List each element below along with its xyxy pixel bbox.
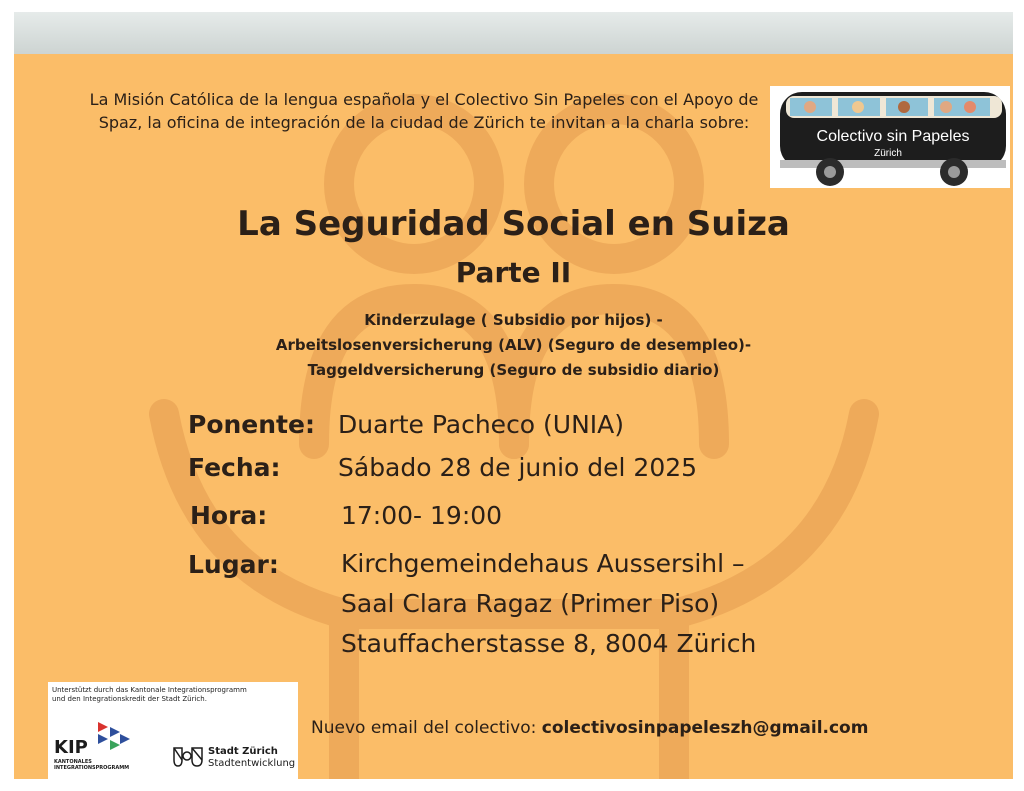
bus-city: Zürich — [874, 148, 902, 159]
topics-list — [14, 308, 1013, 383]
ponente-value: Duarte Pacheco (UNIA) — [338, 410, 625, 439]
lugar-line: Kirchgemeindehaus Aussersihl – — [341, 549, 745, 578]
email-line — [311, 718, 868, 738]
topic-item: Arbeitslosenversicherung (ALV) (Seguro de desempleo)- — [275, 336, 752, 354]
event-subtitle: Parte II — [455, 256, 572, 289]
ponente-label: Ponente: — [188, 410, 315, 439]
lugar-line: Saal Clara Ragaz (Primer Piso) — [341, 589, 720, 618]
intro-text: La Misión Católica de la lengua española y el Colectivo Sin Papeles con el Apoyo de Spaz, la oficina de integración de la ciudad de Zürich te invitan a la charla sobre: — [89, 90, 759, 132]
email-address[interactable]: colectivosinpapeleszh@gmail.com — [541, 718, 869, 738]
topic-item: Kinderzulage ( Subsidio por hijos) - — [364, 311, 663, 329]
lugar-label: Lugar: — [188, 550, 279, 579]
kip-subtitle: KANTONALES INTEGRATIONSPROGRAMM — [54, 759, 130, 771]
bus-icon — [770, 86, 1010, 188]
hora-value: 17:00- 19:00 — [341, 501, 503, 530]
fecha-value: Sábado 28 de junio del 2025 — [338, 453, 698, 482]
hora-label: Hora: — [190, 501, 268, 530]
email-label: Nuevo email del colectivo: — [311, 718, 537, 738]
stadt-zurich-dept: Stadtentwicklung — [208, 758, 296, 769]
zurich-coat-of-arms-icon — [172, 746, 204, 768]
header-band — [14, 12, 1013, 54]
event-title: La Seguridad Social en Suiza — [237, 204, 790, 244]
kip-logo-text: KIP — [54, 737, 88, 758]
stadt-zurich-name: Stadt Zürich — [208, 746, 278, 757]
lugar-address — [341, 544, 756, 664]
fecha-label: Fecha: — [188, 453, 281, 482]
topic-item: Taggeldversicherung (Seguro de subsidio diario) — [307, 361, 720, 379]
bus-name: Colectivo sin Papeles — [816, 128, 970, 145]
sponsor-text: Unterstützt durch das Kantonale Integrationsprogramm und den Integrationskredit der Stadt Zürich. — [52, 686, 247, 703]
flyer — [14, 54, 1013, 779]
lugar-line: Stauffacherstasse 8, 8004 Zürich — [341, 629, 757, 658]
sponsor-box — [48, 682, 298, 779]
colectivo-logo — [770, 86, 1010, 188]
